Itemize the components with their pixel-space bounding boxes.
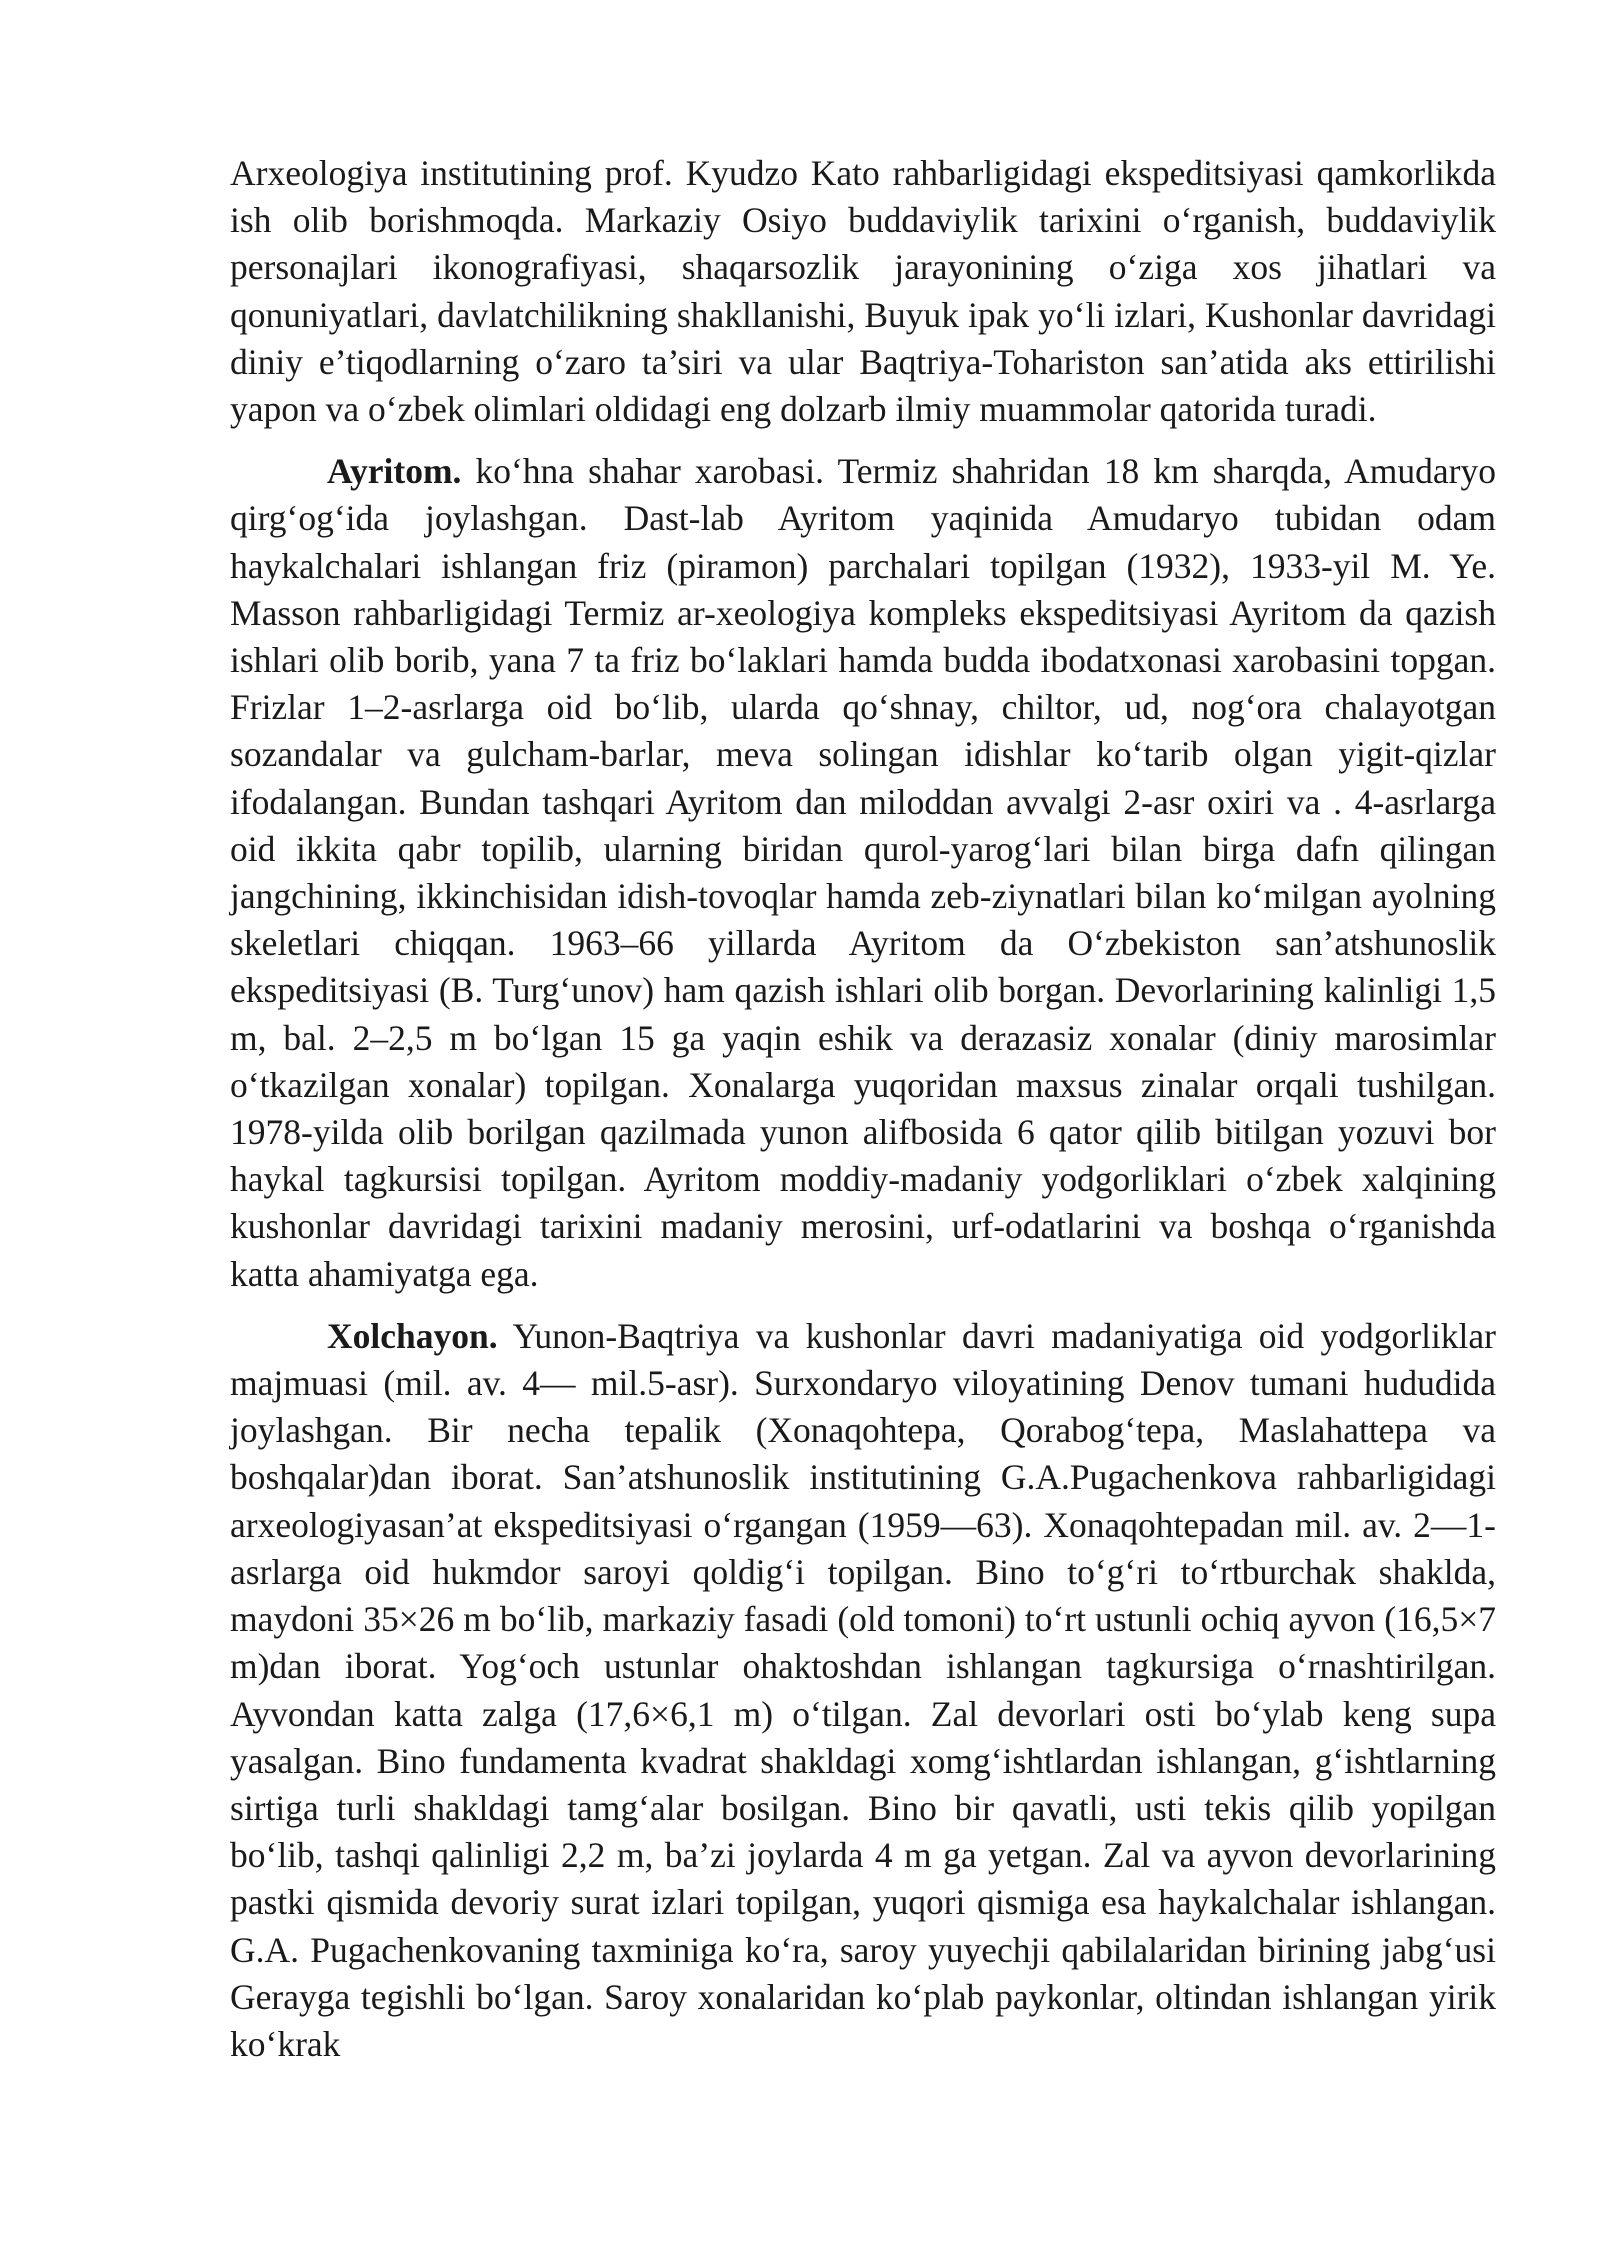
paragraph-ayritom-term: Ayritom. [327, 451, 462, 492]
paragraph-xolchayon-text: Yunon-Baqtriya va kushonlar davri madaniyatiga oid yodgorliklar majmuasi (mil. av. 4— mil.5-asr). Surxondaryo viloyatining Denov tumani hududida joylashgan. Bir necha tepalik (Xonaqohtepa, Qorabog‘tepa, Maslahattepa va boshqalar)dan iborat. San’atshunoslik institutining G.A.Pugachenkova rahbarligidagi arxeologiyasan’at ekspeditsiyasi o‘rgangan (1959—63). Xonaqohtepadan mil. av. 2—1-asrlarga oid hukmdor saroyi qoldig‘i topilgan. Bino to‘g‘ri to‘rtburchak shaklda, maydoni 35×26 m bo‘lib, markaziy fasadi (old tomoni) to‘rt ustunli ochiq ayvon (16,5×7 m)dan iborat. Yog‘och ustunlar ohaktoshdan ishlangan tagkursiga o‘rnashtirilgan. Ayvondan katta zalga (17,6×6,1 m) o‘tilgan. Zal devorlari osti bo‘ylab keng supa yasalgan. Bino fundamenta kvadrat shakldagi xomg‘ishtlardan ishlangan, g‘ishtlarning sirtiga turli shakldagi tamg‘alar bosilgan. Bino bir qavatli, usti tekis qilib yopilgan bo‘lib, tashqi qalinligi 2,2 m, ba’zi joylarda 4 m ga yetgan. Zal va ayvon devorlarining pastki qismida devoriy surat izlari topilgan, yuqori qismiga esa haykalchalar ishlangan. G.A. Pugachenkovaning taxminiga ko‘ra, saroy yuyechji qabilalaridan birining jabg‘usi Gerayga tegishli bo‘lgan. Saroy xonalaridan ko‘plab paykonlar, oltindan ishlangan yirik ko‘krak [230, 1315, 1496, 2064]
document-page [230, 150, 1496, 2083]
paragraph-xolchayon [230, 1313, 1496, 2068]
paragraph-xolchayon-term: Xolchayon. [327, 1315, 498, 1356]
paragraph-ayritom [230, 448, 1496, 1298]
paragraph-intro [230, 150, 1496, 433]
paragraph-ayritom-text: ko‘hna shahar xarobasi. Termiz shahridan 18 km sharqda, Amudaryo qirg‘og‘ida joylashgan. Dast-lab Ayritom yaqinida Amudaryo tubidan odam haykalchalari ishlangan friz (piramon) parchalari topilgan (1932), 1933-yil M. Ye. Masson rahbarligidagi Termiz ar-xeologiya kompleks ekspeditsiyasi Ayritom da qazish ishlari olib borib, yana 7 ta friz bo‘laklari hamda budda ibodatxonasi xarobasini topgan. Frizlar 1–2-asrlarga oid bo‘lib, ularda qo‘shnay, chiltor, ud, nog‘ora chalayotgan sozandalar va gulcham-barlar, meva solingan idishlar ko‘tarib olgan yigit-qizlar ifodalangan. Bundan tashqari Ayritom dan miloddan avvalgi 2-asr oxiri va . 4-asrlarga oid ikkita qabr topilib, ularning biridan qurol-yarog‘lari bilan birga dafn qilingan jangchining, ikkinchisidan idish-tovoqlar hamda zeb-ziynatlari bilan ko‘milgan ayolning skeletlari chiqqan. 1963–66 yillarda Ayritom da O‘zbekiston san’atshunoslik ekspeditsiyasi (B. Turg‘unov) ham qazish ishlari olib borgan. Devorlarining kalinligi 1,5 m, bal. 2–2,5 m bo‘lgan 15 ga yaqin eshik va derazasiz xonalar (diniy marosimlar o‘tkazilgan xonalar) topilgan. Xonalarga yuqoridan maxsus zinalar orqali tushilgan. 1978-yilda olib borilgan qazilmada yunon alifbosida 6 qator qilib bitilgan yozuvi bor haykal tagkursisi topilgan. Ayritom moddiy-madaniy yodgorliklari o‘zbek xalqining kushonlar davridagi tarixini madaniy merosini, urf-odatlarini va boshqa o‘rganishda katta ahamiyatga ega. [230, 451, 1496, 1294]
paragraph-intro-text: Arxeologiya institutining prof. Kyudzo Kato rahbarligidagi ekspeditsiyasi qamkorlikda ish olib borishmoqda. Markaziy Osiyo buddaviylik tarixini o‘rganish, buddaviylik personajlari ikonografiyasi, shaqarsozlik jarayonining o‘ziga xos jihatlari va qonuniyatlari, davlatchilikning shakllanishi, Buyuk ipak yo‘li izlari, Kushonlar davridagi diniy e’tiqodlarning o‘zaro ta’siri va ular Baqtriya-Tohariston san’atida aks ettirilishi yapon va o‘zbek olimlari oldidagi eng dolzarb ilmiy muammolar qatorida turadi. [230, 153, 1496, 430]
